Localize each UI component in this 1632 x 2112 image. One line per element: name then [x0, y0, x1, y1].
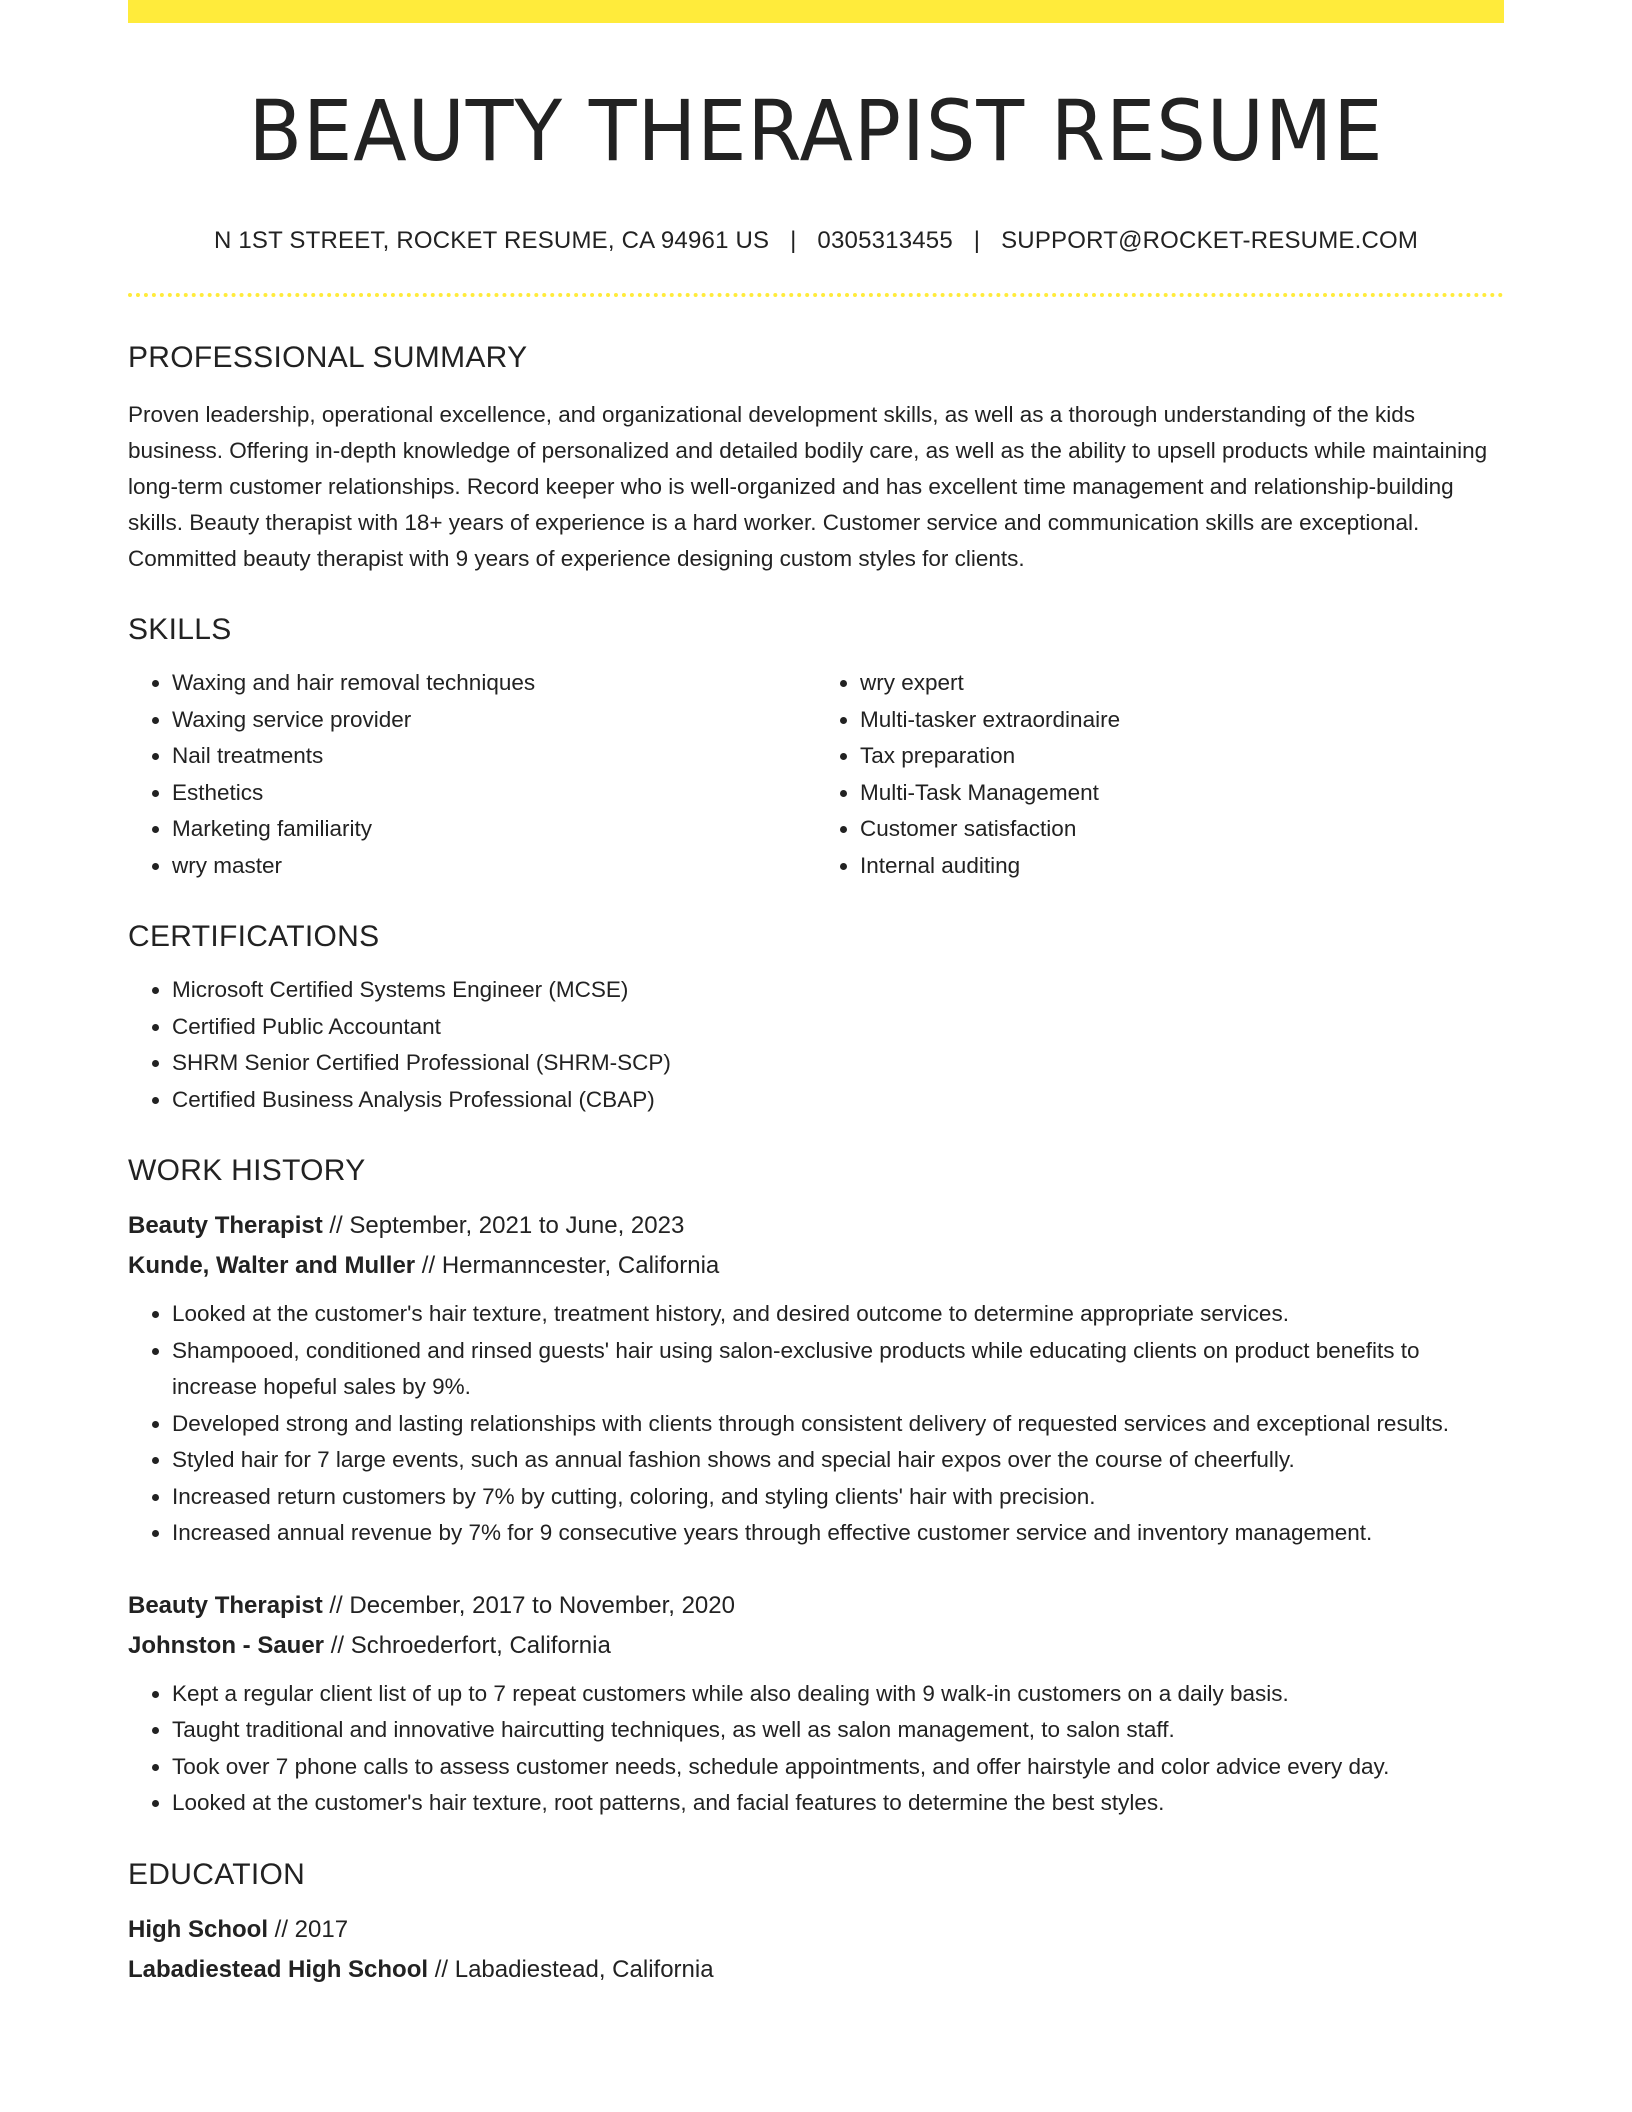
- job-location: // Schroederfort, California: [324, 1631, 611, 1659]
- job-bullets: [128, 1676, 1504, 1822]
- job-title-line: [128, 1206, 1504, 1246]
- certifications-list: [128, 972, 1504, 1118]
- skills-heading: SKILLS: [128, 613, 232, 647]
- skills-section: [128, 613, 1504, 884]
- education-heading: EDUCATION: [128, 1857, 306, 1891]
- job-bullet: • Looked at the customer's hair texture, root patterns, and facial features to determine the best styles.: [172, 1785, 1504, 1822]
- skill-item: • Nail treatments: [172, 738, 816, 775]
- education-degree: High School: [128, 1915, 268, 1943]
- skill-item: • Multi-Task Management: [860, 775, 1504, 812]
- job-dates: // September, 2021 to June, 2023: [322, 1212, 685, 1240]
- certification-item: • SHRM Senior Certified Professional (SHRM-SCP): [172, 1045, 1504, 1082]
- job-bullet: • Looked at the customer's hair texture, treatment history, and desired outcome to determine appropriate services.: [172, 1296, 1504, 1333]
- education-section: [128, 1858, 1504, 1990]
- job-bullet: • Styled hair for 7 large events, such as annual fashion shows and special hair expos over the course of cheerfully.: [172, 1442, 1504, 1479]
- job-company: Kunde, Walter and Muller: [128, 1252, 416, 1280]
- job-company-line: [128, 1626, 1504, 1666]
- skill-item: • Esthetics: [172, 775, 816, 812]
- education-year: // 2017: [268, 1915, 349, 1943]
- skills-columns: [128, 665, 1504, 884]
- job-title-line: [128, 1586, 1504, 1626]
- job-bullets: [128, 1296, 1504, 1552]
- contact-separator: |: [973, 227, 981, 255]
- contact-separator: |: [790, 227, 797, 255]
- job-title: Beauty Therapist: [128, 1591, 323, 1619]
- education-location: // Labadiestead, California: [428, 1955, 714, 1983]
- resume-title: BEAUTY THERAPIST RESUME: [248, 82, 1384, 180]
- certifications-heading: CERTIFICATIONS: [128, 920, 380, 954]
- summary-heading: PROFESSIONAL SUMMARY: [128, 341, 528, 375]
- certification-item: • Certified Business Analysis Professional (CBAP): [172, 1082, 1504, 1119]
- skills-list-left: [128, 665, 816, 884]
- skill-item: • Waxing service provider: [172, 702, 816, 739]
- resume-page: [128, 0, 1504, 1990]
- skill-item: • Tax preparation: [860, 738, 1504, 775]
- contact-email: SUPPORT@ROCKET-RESUME.COM: [1001, 227, 1419, 255]
- education-school: Labadiestead High School: [128, 1955, 429, 1983]
- certification-item: • Microsoft Certified Systems Engineer (MCSE): [172, 972, 1504, 1009]
- certification-item: • Certified Public Accountant: [172, 1009, 1504, 1046]
- work-history-heading: WORK HISTORY: [128, 1154, 366, 1188]
- certifications-section: [128, 920, 1504, 1118]
- job-bullet: • Kept a regular client list of up to 7 repeat customers while also dealing with 9 walk-in customers on a daily basis.: [172, 1676, 1504, 1713]
- skill-item: • Waxing and hair removal techniques: [172, 665, 816, 702]
- job-bullet: • Increased return customers by 7% by cutting, coloring, and styling clients' hair with precision.: [172, 1479, 1504, 1516]
- skill-item: • wry expert: [860, 665, 1504, 702]
- contact-phone: 0305313455: [817, 227, 953, 255]
- job-location: // Hermanncester, California: [415, 1252, 720, 1280]
- summary-section: [128, 341, 1504, 577]
- skills-list-right: [816, 665, 1504, 884]
- accent-top-bar: [128, 0, 1504, 23]
- skill-item: • Multi-tasker extraordinaire: [860, 702, 1504, 739]
- job-title: Beauty Therapist: [128, 1212, 323, 1240]
- job-dates: // December, 2017 to November, 2020: [322, 1591, 735, 1619]
- contact-line: [128, 227, 1504, 255]
- job-bullet: • Took over 7 phone calls to assess customer needs, schedule appointments, and offer hairstyle and color advice every day.: [172, 1749, 1504, 1786]
- job-bullet: • Increased annual revenue by 7% for 9 consecutive years through effective customer service and inventory management.: [172, 1515, 1504, 1552]
- dotted-divider: [128, 293, 1504, 297]
- skill-item: • Customer satisfaction: [860, 811, 1504, 848]
- skill-item: • Marketing familiarity: [172, 811, 816, 848]
- job-company-line: [128, 1246, 1504, 1286]
- job-bullet: • Shampooed, conditioned and rinsed guests' hair using salon-exclusive products while educating clients on product benefits to increase hopeful sales by 9%.: [172, 1333, 1504, 1406]
- summary-text: Proven leadership, operational excellence, and organizational development skills, as well as a thorough understanding of the kids business. Offering in-depth knowledge of personalized and detailed bodily care, as well as the ability to upsell products while maintaining long-term customer relationships. Record keeper who is well-organized and has excellent time management and relationship-building skills. Beauty therapist with 18+ years of experience is a hard worker. Customer service and communication skills are exceptional. Committed beauty therapist with 9 years of experience designing custom styles for clients.: [128, 402, 1488, 572]
- skill-item: • Internal auditing: [860, 848, 1504, 885]
- education-school-line: [128, 1950, 1504, 1990]
- job-bullet: • Developed strong and lasting relationships with clients through consistent delivery of requested services and exceptional results.: [172, 1406, 1504, 1443]
- job-bullet: • Taught traditional and innovative haircutting techniques, as well as salon management, to salon staff.: [172, 1712, 1504, 1749]
- contact-address: N 1ST STREET, ROCKET RESUME, CA 94961 US: [213, 227, 770, 255]
- work-history-section: [128, 1154, 1504, 1822]
- skill-item: • wry master: [172, 848, 816, 885]
- job-company: Johnston - Sauer: [128, 1631, 325, 1659]
- education-degree-line: [128, 1910, 1504, 1950]
